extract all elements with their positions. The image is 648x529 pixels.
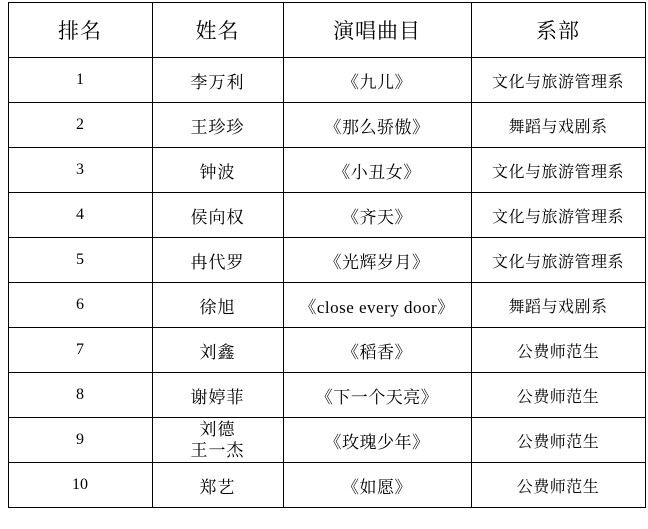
table-header-row [8, 3, 645, 58]
cell-rank: 2 [8, 103, 152, 148]
cell-name-multiline [153, 419, 283, 462]
table-row [8, 283, 645, 328]
cell-name: 徐旭 [152, 283, 283, 328]
cell-name: 钟波 [152, 148, 283, 193]
cell-dept: 公费师范生 [471, 373, 645, 418]
cell-name: 郑艺 [152, 463, 283, 508]
cell-name: 冉代罗 [152, 238, 283, 283]
table-row [8, 193, 645, 238]
cell-song: 《玫瑰少年》 [283, 418, 471, 463]
table-row [8, 328, 645, 373]
column-header-dept: 系部 [471, 3, 645, 58]
cell-song: 《下一个天亮》 [283, 373, 471, 418]
cell-song: 《小丑女》 [283, 148, 471, 193]
table-row [8, 58, 645, 103]
column-header-rank: 排名 [8, 3, 152, 58]
table-row [8, 373, 645, 418]
cell-song: 《那么骄傲》 [283, 103, 471, 148]
cell-name: 李万利 [152, 58, 283, 103]
table-row [8, 103, 645, 148]
cell-rank: 7 [8, 328, 152, 373]
cell-song: 《如愿》 [283, 463, 471, 508]
cell-name: 刘鑫 [152, 328, 283, 373]
table-row [8, 463, 645, 508]
table-row [8, 148, 645, 193]
cell-dept: 文化与旅游管理系 [471, 193, 645, 238]
column-header-name: 姓名 [152, 3, 283, 58]
table-body [8, 58, 645, 508]
table-row [8, 238, 645, 283]
cell-name-line-1: 刘德 [199, 419, 236, 439]
cell-song: 《齐天》 [283, 193, 471, 238]
table-row [8, 418, 645, 463]
cell-rank: 3 [8, 148, 152, 193]
cell-song: 《光辉岁月》 [283, 238, 471, 283]
cell-dept: 文化与旅游管理系 [471, 238, 645, 283]
cell-rank: 5 [8, 238, 152, 283]
cell-dept: 公费师范生 [471, 463, 645, 508]
cell-name: 谢婷菲 [152, 373, 283, 418]
cell-name: 王珍珍 [152, 103, 283, 148]
column-header-song: 演唱曲目 [283, 3, 471, 58]
cell-song: 《close every door》 [283, 283, 471, 328]
cell-dept: 文化与旅游管理系 [471, 148, 645, 193]
cell-rank: 6 [8, 283, 152, 328]
cell-rank: 10 [8, 463, 152, 508]
cell-song: 《九儿》 [283, 58, 471, 103]
table-header [8, 3, 645, 58]
cell-dept: 舞蹈与戏剧系 [471, 103, 645, 148]
cell-rank: 9 [8, 418, 152, 463]
cell-rank: 1 [8, 58, 152, 103]
cell-dept: 公费师范生 [471, 418, 645, 463]
cell-rank: 8 [8, 373, 152, 418]
cell-name-line-2: 王一杰 [190, 441, 245, 460]
cell-name [152, 418, 283, 463]
cell-rank: 4 [8, 193, 152, 238]
cell-dept: 舞蹈与戏剧系 [471, 283, 645, 328]
cell-name: 侯向权 [152, 193, 283, 238]
cell-dept: 公费师范生 [471, 328, 645, 373]
cell-dept: 文化与旅游管理系 [471, 58, 645, 103]
cell-song: 《稻香》 [283, 328, 471, 373]
ranking-table [8, 2, 646, 508]
